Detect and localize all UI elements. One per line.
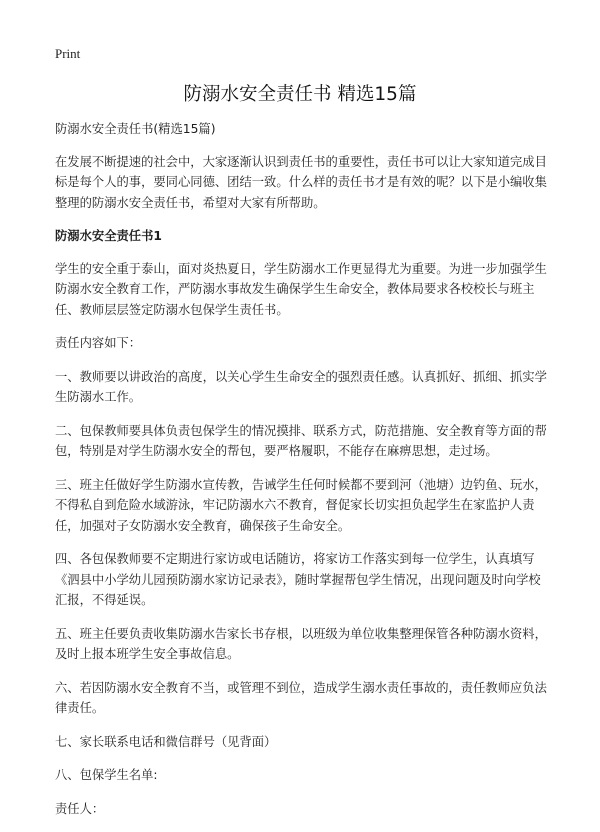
list-item: 二、包保教师要具体负责包保学生的情况摸排、联系方式，防范措施、安全教育等方面的帮包，特别是对学生防溺水安全的帮包，要严格履职，不能存在麻痹思想，走过场。 [55,423,547,458]
list-item: 六、若因防溺水安全教育不当，或管理不到位，造成学生溺水责任事故的，责任教师应负法律责任。 [55,680,547,715]
list-item: 责任人： [55,801,105,816]
list-item: 五、班主任要负责收集防溺水告家长书存根，以班级为单位收集整理保管各种防溺水资料，及时上报本班学生安全事故信息。 [55,626,547,661]
list-item: 四、各包保教师要不定期进行家访或电话随访，将家访工作落实到每一位学生，认真填写《泗县中小学幼儿园预防溺水家访记录表》，随时掌握帮包学生情况，出现问题及时向学校汇报，不得延误。 [55,552,541,607]
document-body [55,119,550,832]
document-title: 防溺水安全责任书 精选15篇 [183,84,417,105]
intro-paragraph: 在发展不断提速的社会中，大家逐渐认识到责任书的重要性，责任书可以让大家知道完成目标是每个人的事，要同心同德、团结一致。什么样的责任书才是有效的呢？以下是小编收集整理的防溺水安全责任书，希望对大家有所帮助。 [55,154,547,210]
content-label: 责任内容如下： [55,336,142,350]
list-item: 七、家长联系电话和微信群号（见背面） [55,734,277,749]
body-paragraph: 学生的安全重于泰山，面对炎热夏日，学生防溺水工作更显得尤为重要。为进一步加强学生防溺水安全教育工作，严防溺水事故发生确保学生生命安全，教体局要求各校校长与班主任、教师层层签定防溺水包保学生责任书。 [55,261,547,317]
document-subtitle: 防溺水安全责任书(精选15篇) [55,122,216,136]
section-heading: 防溺水安全责任书1 [55,229,162,243]
print-label: Print [55,46,81,61]
list-item: 三、班主任做好学生防溺水宣传教，告诫学生任何时候都不要到河（池塘）边钓鱼、玩水，不得私自到危险水域游泳，牢记防溺水六不教育，督促家长切实担负起学生在家监护人责任，加强对子女防溺水安全教育，确保孩子生命安全。 [55,477,547,533]
list-item: 八、包保学生名单: [55,768,158,782]
list-item: 一、教师要以讲政治的高度，以关心学生生命安全的强烈责任感。认真抓好、抓细、抓实学生防溺水工作。 [55,369,547,404]
